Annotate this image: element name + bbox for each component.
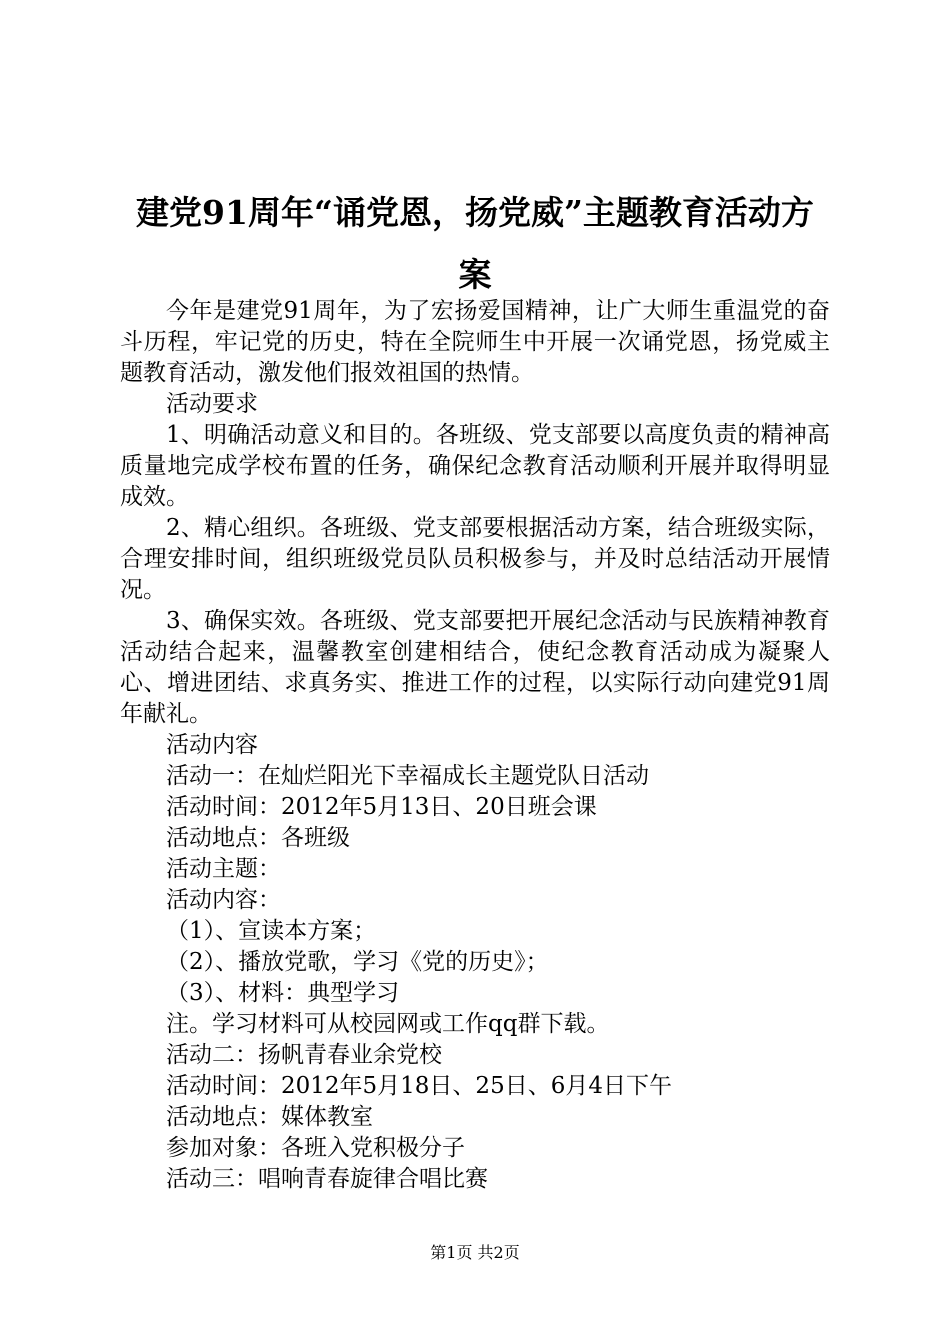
section-heading-content: 活动内容: [166, 732, 258, 758]
activity-line: 活动地点：媒体教室: [166, 1104, 373, 1130]
activity-line: 活动二：扬帆青春业余党校: [166, 1042, 442, 1068]
requirement-item: 2、精心组织。各班级、党支部要根据活动方案，结合班级实际，合理安排时间，组织班级党员队员积极参与，并及时总结活动开展情况。: [120, 515, 830, 603]
intro-paragraph: 今年是建党91周年，为了宏扬爱国精神，让广大师生重温党的奋斗历程，牢记党的历史，特在全院师生中开展一次诵党恩，扬党威主题教育活动，激发他们报效祖国的热情。: [120, 298, 830, 386]
activity-line: （2）、播放党歌，学习《党的历史》；: [166, 949, 549, 975]
activity-line: 活动时间：2012年5月18日、25日、6月4日下午: [166, 1073, 672, 1099]
activity-line: 活动一：在灿烂阳光下幸福成长主题党队日活动: [166, 763, 649, 789]
activity-line: 活动三：唱响青春旋律合唱比赛: [166, 1166, 488, 1192]
page-footer: 第1页 共2页: [430, 1243, 520, 1262]
section-heading-requirements: 活动要求: [166, 391, 258, 417]
activity-line: 参加对象：各班入党积极分子: [166, 1135, 465, 1161]
requirement-item: 3、确保实效。各班级、党支部要把开展纪念活动与民族精神教育活动结合起来，温馨教室创建相结合，使纪念教育活动成为凝聚人心、增进团结、求真务实、推进工作的过程，以实际行动向建党91周年献礼。: [120, 608, 830, 727]
activity-line: 活动地点：各班级: [166, 825, 350, 851]
activity-line: 活动时间：2012年5月13日、20日班会课: [166, 794, 597, 820]
activity-line: 注。学习材料可从校园网或工作qq群下载。: [166, 1011, 610, 1037]
activity-line: （3）、材料：典型学习: [166, 980, 400, 1006]
activity-line: 活动内容：: [166, 887, 281, 913]
requirement-item: 1、明确活动意义和目的。各班级、党支部要以高度负责的精神高质量地完成学校布置的任务，确保纪念教育活动顺利开展并取得明显成效。: [120, 422, 830, 510]
document-title: 建党91周年“诵党恩，扬党威”主题教育活动方案: [136, 193, 814, 294]
activity-line: （1）、宣读本方案；: [166, 918, 377, 944]
activity-line: 活动主题：: [166, 856, 281, 882]
document-body: [120, 296, 830, 1195]
